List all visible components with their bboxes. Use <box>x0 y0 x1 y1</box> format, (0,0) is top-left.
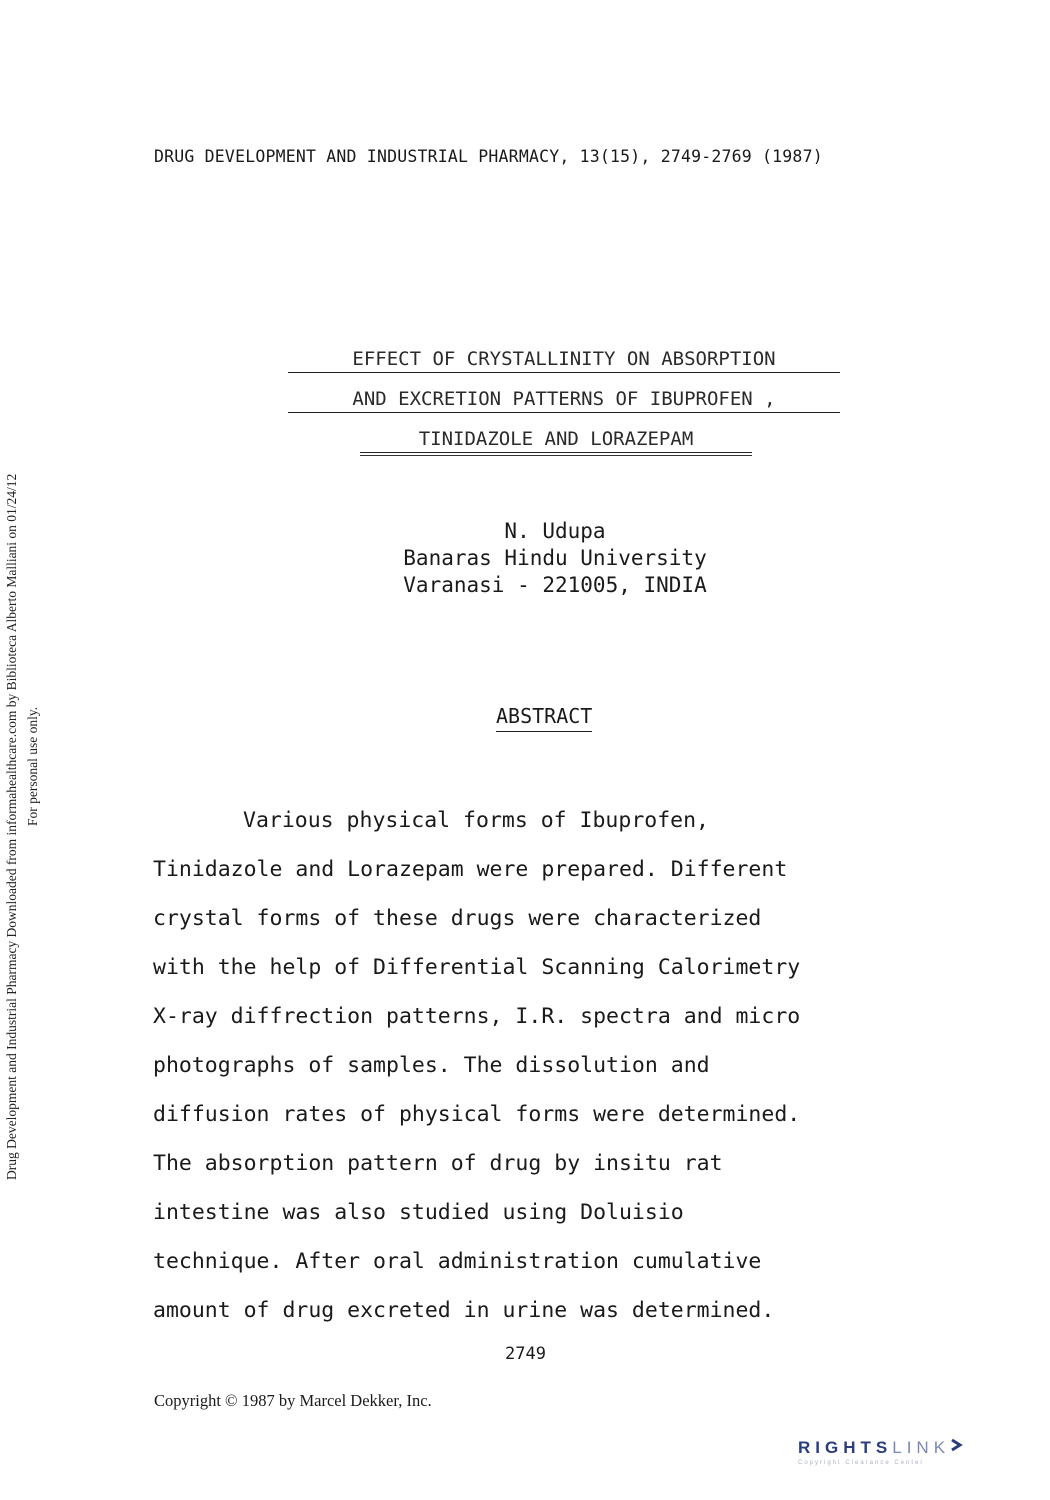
abstract-line: photographs of samples. The dissolution and <box>153 1053 710 1078</box>
title-underline <box>288 372 840 373</box>
abstract-line: diffusion rates of physical forms were determined. <box>153 1102 801 1127</box>
rightslink-rights-text: RIGHTS <box>798 1438 893 1457</box>
rightslink-link-text: LINK <box>892 1438 951 1457</box>
title-double-underline <box>360 455 752 456</box>
download-watermark <box>0 0 60 1500</box>
rightslink-logo[interactable] <box>798 1437 1030 1471</box>
abstract-heading-text: ABSTRACT <box>496 704 593 728</box>
abstract-line: with the help of Differential Scanning Calorimetry <box>153 955 801 980</box>
abstract-line: crystal forms of these drugs were characterized <box>153 906 762 931</box>
abstract-heading-underline <box>496 731 592 732</box>
page-number: 2749 <box>505 1344 546 1364</box>
title-underline <box>288 412 840 413</box>
rightslink-tagline: Copyright Clearance Center <box>798 1460 925 1466</box>
author-name: N. Udupa <box>504 519 606 543</box>
watermark-download-line: Drug Development and Industrial Pharmacy Downloaded from informahealthcare.com by Biblioteca Alberto Malliani on 01/24/12 <box>4 473 19 1180</box>
title-line-1 <box>288 348 840 373</box>
title-line-1-text: EFFECT OF CRYSTALLINITY ON ABSORPTION <box>352 348 776 370</box>
title-line-2 <box>288 388 840 413</box>
watermark-personal-use-line: For personal use only. <box>25 706 40 826</box>
abstract-line: intestine was also studied using Doluisio <box>153 1200 684 1225</box>
journal-header: DRUG DEVELOPMENT AND INDUSTRIAL PHARMACY, 13(15), 2749-2769 (1987) <box>154 147 823 166</box>
abstract-body <box>153 796 913 1335</box>
title-line-3-text: TINIDAZOLE AND LORAZEPAM <box>418 428 694 450</box>
rightslink-wordmark <box>798 1437 1030 1458</box>
abstract-line: X-ray diffrection patterns, I.R. spectra and micro <box>153 1004 801 1029</box>
author-address: Varanasi - 221005, INDIA <box>403 573 707 597</box>
copyright-notice: Copyright © 1987 by Marcel Dekker, Inc. <box>154 1391 432 1410</box>
title-line-2-text: AND EXCRETION PATTERNS OF IBUPROFEN , <box>352 388 776 410</box>
title-line-3 <box>360 428 752 456</box>
abstract-heading <box>496 704 592 732</box>
chevron-icon <box>950 1437 964 1458</box>
abstract-line: technique. After oral administration cumulative <box>153 1249 762 1274</box>
abstract-line: Various physical forms of Ibuprofen, <box>243 808 709 833</box>
author-block <box>320 518 790 599</box>
abstract-line: Tinidazole and Lorazepam were prepared. Different <box>153 857 788 882</box>
abstract-line: The absorption pattern of drug by insitu rat <box>153 1151 723 1176</box>
title-underline <box>360 452 752 453</box>
abstract-line: amount of drug excreted in urine was determined. <box>153 1298 775 1323</box>
author-affiliation: Banaras Hindu University <box>403 546 707 570</box>
